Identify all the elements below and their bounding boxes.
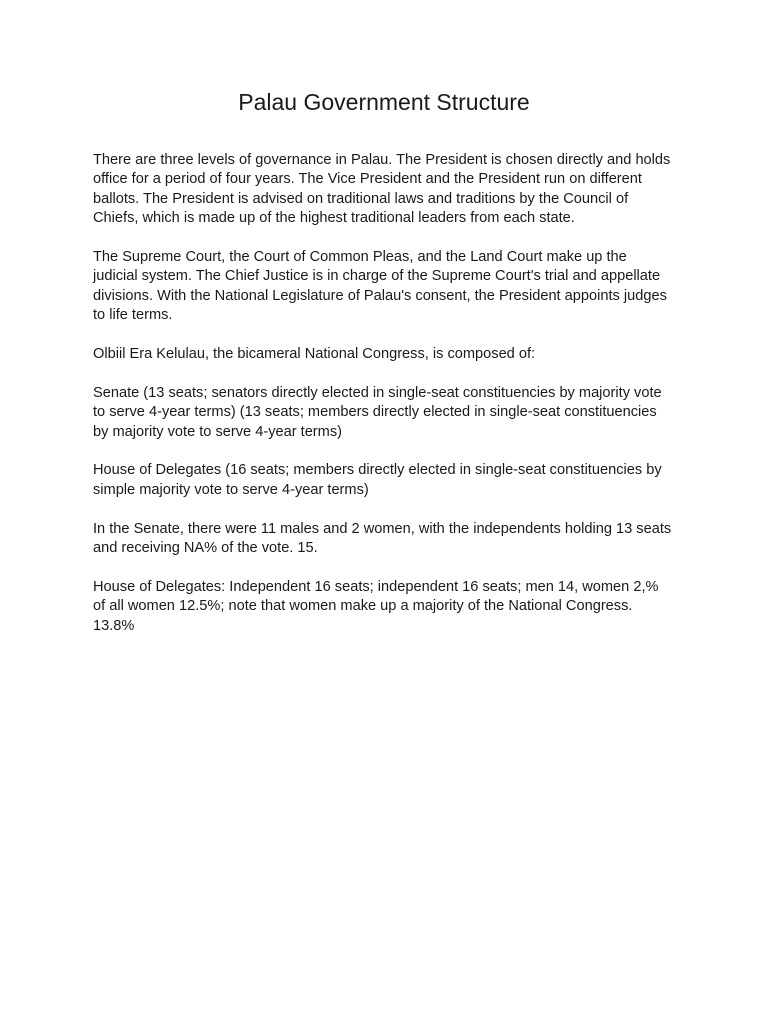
paragraph-house-composition: House of Delegates: Independent 16 seats; independent 16 seats; men 14, women 2,% of all women 12.5%; note that women make up a majority of the National Congress. 13.8% xyxy=(93,578,659,634)
document-title: Palau Government Structure xyxy=(238,89,530,115)
paragraph-house-of-delegates: House of Delegates (16 seats; members directly elected in single-seat constituencies by simple majority vote to serve 4-year terms) xyxy=(93,462,662,498)
document-body xyxy=(93,151,673,655)
paragraph-judicial-system: The Supreme Court, the Court of Common Pleas, and the Land Court make up the judicial system. The Chief Justice is in charge of the Supreme Court's trial and appellate divisions. With the National Legislature of Palau's consent, the President appoints judges to life terms. xyxy=(93,249,667,324)
paragraph-senate: Senate (13 seats; senators directly elected in single-seat constituencies by majority vote to serve 4-year terms) (13 seats; members directly elected in single-seat constituencies by majority vote to serve 4-year terms) xyxy=(93,384,662,440)
paragraph-national-congress: Olbiil Era Kelulau, the bicameral National Congress, is composed of: xyxy=(93,346,536,363)
paragraph-governance-levels: There are three levels of governance in Palau. The President is chosen directly and holds office for a period of four years. The Vice President and the President run on different ballots. The President is advised on traditional laws and traditions by the Council of Chiefs, which is made up of the highest traditional leaders from each state. xyxy=(93,152,671,227)
paragraph-senate-composition: In the Senate, there were 11 males and 2 women, with the independents holding 13 seats and receiving NA% of the vote. 15. xyxy=(93,520,672,557)
